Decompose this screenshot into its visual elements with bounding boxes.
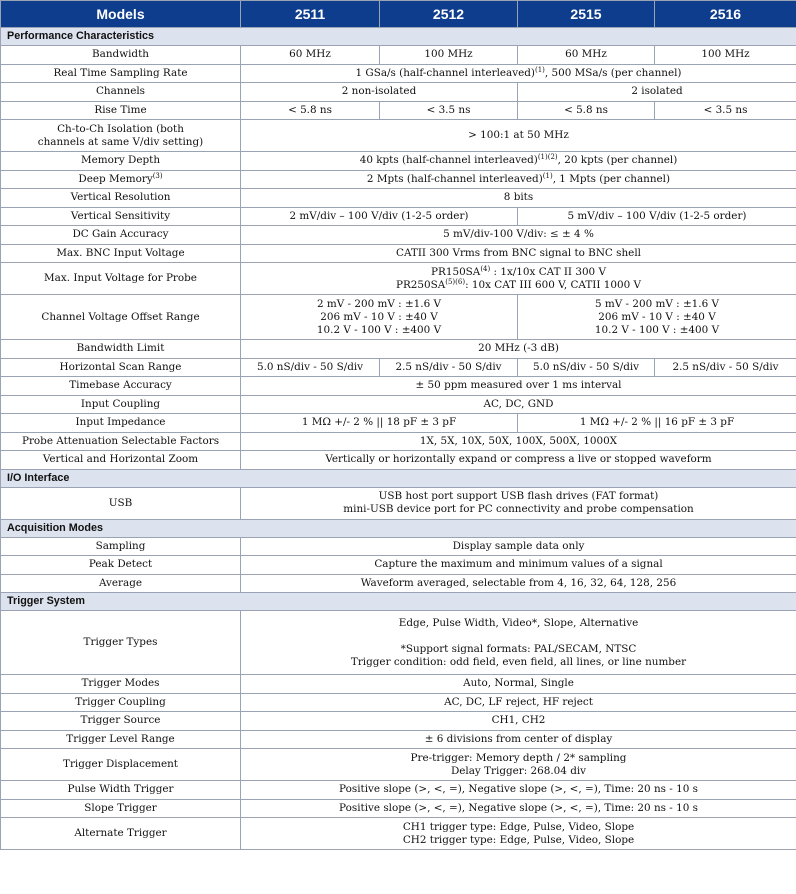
cell-2515-2516 [518,295,796,340]
footnote-ref: (1) [542,171,553,180]
label-text: Deep Memory [78,172,153,185]
cell-2512: 2.5 nS/div - 50 S/div [380,358,518,377]
cell-2512: < 3.5 ns [380,101,518,120]
row-offset [1,295,796,340]
value-line: *Support signal formats: PAL/SECAM, NTSC [400,642,637,655]
cell-value: CATII 300 Vrms from BNC signal to BNC shell [241,244,796,263]
cell-2515: < 5.8 ns [518,101,655,120]
cell-value: Waveform averaged, selectable from 4, 16, 32, 64, 128, 256 [241,574,796,593]
cell-value: 1X, 5X, 10X, 50X, 100X, 500X, 1000X [241,432,796,451]
value-text: 1 GSa/s (half-channel interleaved) [355,66,535,79]
footnote-ref: (3) [152,171,163,180]
row-label: Average [1,574,241,593]
value-line: 10.2 V - 100 V : ±400 V [594,323,720,336]
row-label: DC Gain Accuracy [1,226,241,245]
section-acquisition [1,519,796,537]
value-line: 2 mV - 200 mV : ±1.6 V [316,297,442,310]
row-vertical-sensitivity [1,207,796,226]
models-header: Models [1,1,241,28]
cell-2515: 5.0 nS/div - 50 S/div [518,358,655,377]
cell-value [241,263,796,295]
footnote-ref: (5)(6) [445,277,466,286]
value-line: CH2 trigger type: Edge, Pulse, Video, Slope [402,833,635,846]
model-2512-header: 2512 [380,1,518,28]
row-trigger-level [1,730,796,749]
row-label: Trigger Source [1,712,241,731]
row-slope-trigger [1,799,796,818]
row-label: Peak Detect [1,556,241,575]
row-memory-depth [1,152,796,171]
cell-2516: 2.5 nS/div - 50 S/div [655,358,796,377]
value-text: 2 Mpts (half-channel interleaved) [366,172,543,185]
row-label: Slope Trigger [1,799,241,818]
row-coupling [1,395,796,414]
model-2516-header: 2516 [655,1,796,28]
cell-2515-2516: 1 MΩ +/- 2 % || 16 pF ± 3 pF [518,414,796,433]
row-label: Max. BNC Input Voltage [1,244,241,263]
row-pulse-width-trigger [1,781,796,800]
cell-value: ± 50 ppm measured over 1 ms interval [241,377,796,396]
row-vertical-resolution [1,189,796,208]
row-average [1,574,796,593]
value-line: Pre-trigger: Memory depth / 2* sampling [410,751,627,764]
row-max-probe [1,263,796,295]
cell-value: Auto, Normal, Single [241,675,796,694]
row-label: Real Time Sampling Rate [1,64,241,83]
row-trigger-types [1,611,796,675]
row-trigger-modes [1,675,796,694]
cell-2512: 100 MHz [380,46,518,65]
row-label: Sampling [1,537,241,556]
cell-value [241,64,796,83]
row-label: Channels [1,83,241,102]
row-label [1,120,241,152]
cell-2515-2516: 2 isolated [518,83,796,102]
cell-value: 8 bits [241,189,796,208]
row-rise-time [1,101,796,120]
row-isolation [1,120,796,152]
value-text: PR250SA [395,278,446,291]
row-label: Rise Time [1,101,241,120]
row-label: Vertical Sensitivity [1,207,241,226]
cell-value [241,611,796,675]
cell-value: AC, DC, LF reject, HF reject [241,693,796,712]
footnote-ref: (1) [534,65,545,74]
value-line: Delay Trigger: 268.04 div [450,764,587,777]
row-h-scan [1,358,796,377]
cell-value [241,152,796,171]
value-line: CH1 trigger type: Edge, Pulse, Video, Slope [402,820,635,833]
row-label: Trigger Modes [1,675,241,694]
cell-value: AC, DC, GND [241,395,796,414]
cell-2516: < 3.5 ns [655,101,796,120]
cell-value: Vertically or horizontally expand or compress a live or stopped waveform [241,451,796,470]
row-label: Input Coupling [1,395,241,414]
value-text: , 20 kpts (per channel) [557,154,678,167]
row-label: Trigger Displacement [1,749,241,781]
row-label: Memory Depth [1,152,241,171]
cell-2516: 100 MHz [655,46,796,65]
cell-2515-2516: 5 mV/div – 100 V/div (1-2-5 order) [518,207,796,226]
value-line: Trigger condition: odd field, even field, all lines, or line number [350,655,687,668]
cell-value: 20 MHz (-3 dB) [241,340,796,359]
value-text: , 1 Mpts (per channel) [552,172,671,185]
cell-2511-2512: 2 non-isolated [241,83,518,102]
section-title: Trigger System [1,593,796,611]
row-label: Vertical Resolution [1,189,241,208]
row-peak-detect [1,556,796,575]
row-channels [1,83,796,102]
cell-2511: < 5.8 ns [241,101,380,120]
row-label: Trigger Coupling [1,693,241,712]
row-usb [1,487,796,519]
value-text: , 500 MSa/s (per channel) [544,66,682,79]
cell-value [241,487,796,519]
cell-value: Capture the maximum and minimum values of a signal [241,556,796,575]
row-sampling [1,537,796,556]
model-2511-header: 2511 [241,1,380,28]
cell-value: Positive slope (>, <, =), Negative slope (>, <, =), Time: 20 ns - 10 s [241,799,796,818]
cell-value: ± 6 divisions from center of display [241,730,796,749]
value-line: 206 mV - 10 V : ±40 V [598,310,716,323]
row-label: Trigger Types [1,611,241,675]
row-alternate-trigger [1,818,796,850]
cell-2515: 60 MHz [518,46,655,65]
row-trigger-coupling [1,693,796,712]
label-line: channels at same V/div setting) [37,135,204,148]
row-trigger-displacement [1,749,796,781]
section-trigger [1,593,796,611]
value-line: 10.2 V - 100 V : ±400 V [316,323,442,336]
row-label: Trigger Level Range [1,730,241,749]
row-label: Input Impedance [1,414,241,433]
row-label: Bandwidth [1,46,241,65]
value-text: 40 kpts (half-channel interleaved) [359,154,538,167]
row-label: Vertical and Horizontal Zoom [1,451,241,470]
cell-2511-2512: 2 mV/div – 100 V/div (1-2-5 order) [241,207,518,226]
row-timebase [1,377,796,396]
value-text: PR150SA [431,265,481,278]
cell-value [241,749,796,781]
header-row [1,1,796,28]
section-title: Acquisition Modes [1,519,796,537]
cell-value: Positive slope (>, <, =), Negative slope (>, <, =), Time: 20 ns - 10 s [241,781,796,800]
cell-2511-2512: 1 MΩ +/- 2 % || 18 pF ± 3 pF [241,414,518,433]
model-2515-header: 2515 [518,1,655,28]
row-zoom [1,451,796,470]
cell-value [241,818,796,850]
row-bw-limit [1,340,796,359]
section-performance [1,28,796,46]
row-label: Channel Voltage Offset Range [1,295,241,340]
cell-2511: 5.0 nS/div - 50 S/div [241,358,380,377]
row-label: Probe Attenuation Selectable Factors [1,432,241,451]
row-label: Max. Input Voltage for Probe [1,263,241,295]
section-io [1,469,796,487]
cell-value: CH1, CH2 [241,712,796,731]
row-sampling-rate [1,64,796,83]
label-line: Ch-to-Ch Isolation (both [57,122,184,135]
section-title: I/O Interface [1,469,796,487]
cell-value [241,170,796,189]
section-title: Performance Characteristics [1,28,796,46]
row-trigger-source [1,712,796,731]
value-line: mini-USB device port for PC connectivity and probe compensation [343,503,694,515]
row-deep-memory [1,170,796,189]
value-line: 206 mV - 10 V : ±40 V [320,310,438,323]
row-label: USB [1,487,241,519]
cell-value: Display sample data only [241,537,796,556]
value-line: Edge, Pulse Width, Video*, Slope, Alternative [398,616,639,629]
row-label: Horizontal Scan Range [1,358,241,377]
footnote-ref: (1)(2) [537,153,558,162]
row-label: Alternate Trigger [1,818,241,850]
cell-value: 5 mV/div-100 V/div: ≤ ± 4 % [241,226,796,245]
row-label: Timebase Accuracy [1,377,241,396]
row-impedance [1,414,796,433]
row-bandwidth [1,46,796,65]
cell-value: > 100:1 at 50 MHz [241,120,796,152]
value-line: 5 mV - 200 mV : ±1.6 V [594,297,720,310]
cell-2511: 60 MHz [241,46,380,65]
value-text: : 1x/10x CAT II 300 V [490,265,606,278]
row-label: Bandwidth Limit [1,340,241,359]
cell-2511-2512 [241,295,518,340]
row-dc-gain [1,226,796,245]
row-label [1,170,241,189]
row-max-bnc [1,244,796,263]
row-attenuation [1,432,796,451]
row-label: Pulse Width Trigger [1,781,241,800]
value-text: : 10x CAT III 600 V, CATII 1000 V [465,278,642,291]
value-line: USB host port support USB flash drives (FAT format) [378,490,659,502]
footnote-ref: (4) [480,264,491,273]
